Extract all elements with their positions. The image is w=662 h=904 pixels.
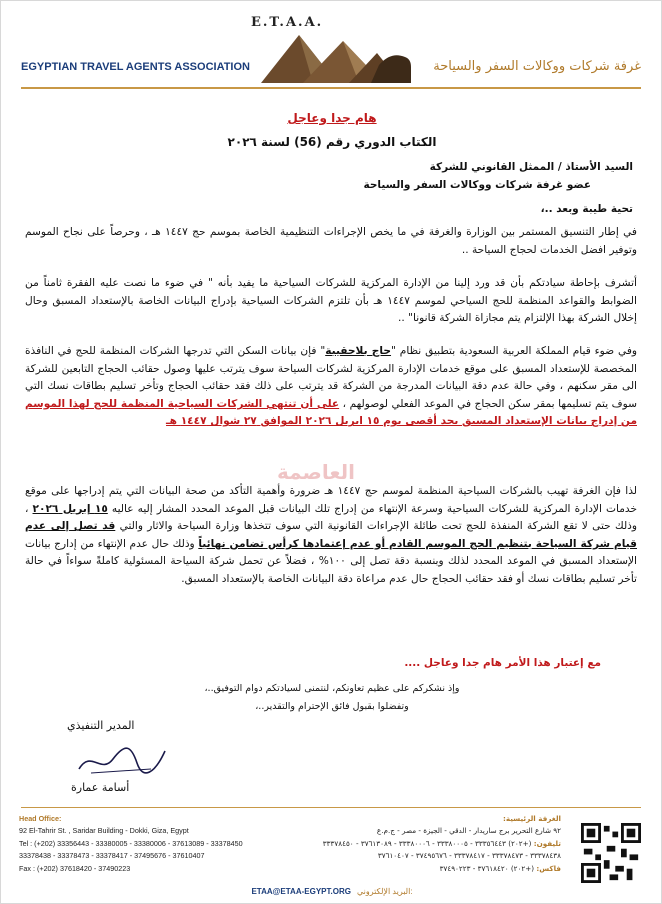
paragraph-4-date: ١٥ إبريل ٢٠٢٦ [32, 502, 108, 515]
qr-code-icon [581, 823, 641, 883]
urgent-notice: هام جدا وعاجل [287, 111, 377, 125]
circular-title: الكتاب الدوري رقم (56) لسنة ٢٠٢٦ [227, 135, 437, 149]
head-office-label-ar: الغرفة الرئيسية: [502, 814, 561, 823]
footer-contact-ar [301, 813, 561, 875]
paragraph-2: أتشرف بإحاطة سيادتكم بأن قد ورد إلينا من الإدارة المركزية للشركات السياحية ما يفيد بأنه " في ضوء ما نصت عليه الفقرة ثامناً من الضوابط والقواعد المنظمة للحج السياحي لموسم ١٤٤٧ هـ بأن تلتزم الشركات السياحية بإدراج البيانات الخاصة بالإستعداد المسبق وحال إخلال الشركة بهذا الإلتزام يتم مجازاة الشركة قانونا" .. [25, 277, 637, 325]
paragraph-3-body: " فإن بيانات السكن التي تدرجها الشركات المنظمة للحج في النافذة المخصصة للإستعداد المسبق على موقع خدمات الإدارة المركزية لشركات السياحة سوف يترتب عليها وصول حقائب الحجاج التابعين للشركة الى مقر سكنهم ، وفي حالة عدم دقة البيانات المدرجة من الشركة قد يترتب على ذلك فقد حقائب الحجاج وتأخر تسليم بطاقات نسك التي سوف يتم تسليمها بمقر سكن الحجاج في الموعد الفعلي لوصولهم ، [25, 345, 637, 410]
pyramids-sphinx-logo [251, 25, 431, 85]
greeting: تحية طيبة وبعد ..، [540, 203, 633, 215]
paragraph-4-start: لذا فإن الغرفة تهيب بالشركات السياحية المنظمة لموسم حج ١٤٤٧ هـ ضرورة وأهمية التأكد من صحة البيانات التي يتم إدراجها على موقع خدمات الإدارة المركزية للشركات السياحية وسرعة الإنتهاء من إدراج تلك البيانات قبل الموعد المحدد المشار إليه عاليه [25, 485, 637, 515]
deadline-notice: على أن تنتهي الشركات السياحية المنظمة للحج لهذا الموسم من إدراج بيانات الإستعداد المسبق بحد أقصى يوم ١٥ ابريل ٢٠٢٦ الموافق ٢٧ شوال ١٤٤٧ هـ [25, 397, 637, 428]
telephone-ar-label: تليفون: [533, 838, 561, 848]
email-address[interactable]: ETAA@ETAA-EGYPT.ORG [251, 887, 351, 896]
email-line [1, 887, 662, 896]
telephone-ar-2: ٣٣٣٧٨٤٣٨ - ٣٣٣٧٨٤٧٣ - ٣٣٣٧٨٤١٧ - ٣٧٤٩٥٦٧٦ - ٣٧٦١٠٤٠٧ [377, 851, 561, 861]
fax-ar: (+٢٠٢) ٣٧٦١٨٤٢٠ - ٣٧٤٩٠٢٢٣ [439, 863, 535, 873]
paragraph-4-warning: قد تصل إلى عدم قيام شركة السياحة بتنظيم الحج الموسم القادم أو عدم إعتمادها كرأس تضامن نهائياً [25, 520, 637, 550]
paragraph-1: في إطار التنسيق المستمر بين الوزارة والغرفة في ما يخص الإجراءات التنظيمية الخاصة بموسم حج ١٤٤٧ هـ ، وحرصاً على نجاح الموسم وتوفير افضل الخدمات لحجاج السياحة .. [25, 226, 637, 256]
paragraph-4-end: وذلك حال عدم الإنتهاء من إدارج بيانات الإستعداد المسبق في الموعد المحدد لذلك وبنسبة دقة تصل إلى ١٠٠% ، فضلاً عن تحمل شركة السياحة المسئولية كاملةً سواءاً في حالة تأخر تسليم بطاقات نسك أو فقد حقائب الحجاج حال عدم مراعاة دقة البيانات الخاصة بالإستعداد المسبق. [25, 537, 638, 585]
paragraph-3-system-name: حاج بلاحقيبة [325, 345, 392, 357]
telephone-en: Tel : (+202) 33356443 - 33380005 - 33380006 - 37613089 - 33378450 [19, 838, 243, 848]
paragraph-3-start: وفي ضوء قيام المملكة العربية السعودية بتطبيق نظام " [391, 345, 638, 357]
signer-name: أسامة عمارة [71, 781, 130, 794]
paragraph-4-middle: ، وذلك حتى لا تقع الشركة المنفذة للحج تحت طائلة الإجراءات القانونية التي سوف تتخذها وزارة السياحة والاثار والتي [25, 502, 638, 533]
signer-title: المدير التنفيذي [67, 719, 135, 732]
fax-en: Fax : (+202) 37618420 - 37490223 [19, 863, 131, 873]
addressee-line-1: السيد الأستاذ / الممثل القانوني للشركة [429, 161, 633, 173]
telephone-en-2: 33378438 - 33378473 - 33378417 - 37495676 - 37610407 [19, 851, 205, 861]
addressee-line-2: عضو غرفة شركات ووكالات السفر والسياحة [363, 179, 591, 191]
header-divider [21, 87, 641, 89]
watermark-text: العاصمة [276, 460, 356, 484]
association-name-en: EGYPTIAN TRAVEL AGENTS ASSOCIATION [21, 61, 250, 73]
footer-contact-en [19, 813, 289, 875]
address-en: 92 El-Tahrir St. , Saridar Building - Dokki, Giza, Egypt [19, 826, 189, 836]
association-acronym: E.T.A.A. [251, 15, 324, 30]
paragraph-3 [25, 343, 637, 431]
closing-emphasis: مع إعتبار هذا الأمر هام جدا وعاجل .... [404, 657, 601, 669]
paragraph-4 [25, 483, 637, 589]
head-office-label: Head Office: [19, 814, 62, 823]
fax-ar-label: فاكس: [536, 863, 561, 873]
email-label-ar: البريد الإلكتروني: [356, 887, 413, 896]
handwritten-signature [71, 739, 171, 781]
closing-thanks: وإذ نشكركم على عظيم تعاونكم، لنتمنى لسيادتكم دوام التوفيق..، [204, 683, 460, 694]
telephone-ar: (+٢٠٢) ٣٣٣٥٦٤٤٣ - ٣٣٣٨٠٠٠٥ - ٣٣٣٨٠٠٠٦ - ٣٧٦١٣٠٨٩ - ٣٣٣٧٨٤٥٠ [322, 838, 532, 848]
closing-regards: وتفضلوا بقبول فائق الإحترام والتقدير..، [255, 701, 409, 712]
association-name-ar: غرفة شركات ووكالات السفر والسياحة [433, 59, 641, 74]
address-ar: ٩٢ شارع التحرير برج ساريدار - الدقي - الجيزة - مصر - ج.م.ع [376, 826, 561, 836]
footer-divider [21, 807, 641, 808]
